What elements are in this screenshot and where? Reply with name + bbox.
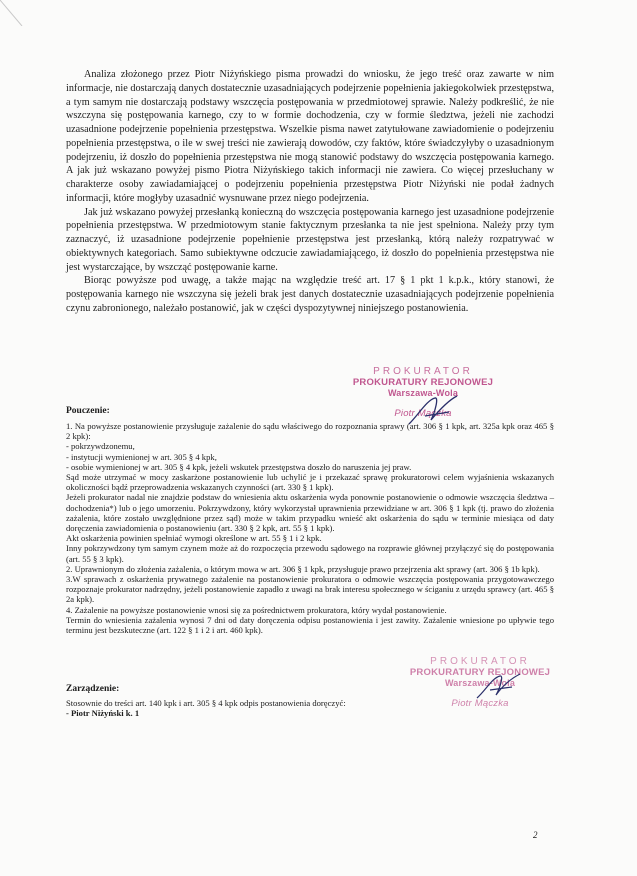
stamp-name: Piotr Mączka (394, 408, 452, 419)
instruction-line: 2. Uprawnionym do złożenia zażalenia, o którym mowa w art. 306 § 1 kpk, przysługuje prawo przejrzenia akt sprawy (art. 306 § 1b kpk). (66, 563, 540, 574)
instruction-line: - pokrzywdzonemu, (66, 441, 135, 452)
instruction-line: 4. Zażalenie na powyższe postanowienie wnosi się za pośrednictwem prokuratora, który wydał postanowienie. (66, 604, 447, 615)
decision-reasoning (66, 68, 554, 316)
stamp-title: PROKURATOR (430, 656, 530, 667)
page-number: 2 (533, 830, 538, 840)
instruction-line: - osobie wymienionej w art. 305 § 4 kpk, jeżeli wskutek przestępstwa doszło do naruszenia jej praw. (66, 461, 412, 472)
stamp-office: PROKURATURY REJONOWEJ (409, 667, 551, 678)
order-text: Stosownie do treści art. 140 kpk i art. 305 § 4 kpk odpis postanowienia doręczyć: (66, 698, 346, 708)
paragraph-conclusion: Biorąc powyższe pod uwagę, a także mając na względzie treść art. 17 § 1 pkt 1 k.p.k., który stanowi, że postępowania karnego nie wszczyna się jeżeli brak jest danych dostatecznie uzasadniających podejrzenie popełnienia czynu zabronionego, należało postanowić, jak w części dyspozytywnej niniejszego postanowienia. (66, 275, 554, 314)
order-recipient: - Piotr Niżyński k. 1 (66, 708, 140, 719)
paragraph-analysis: Analiza złożonego przez Piotr Niżyńskiego pisma prowadzi do wniosku, że jego treść oraz zawarte w nim informacje, nie dostarczają danych dostatecznie uzasadniających podejrzenie popełnienia jakiegokolwiek przestępstwa, a tym samym nie dostarczają podstawy wszczęcia postępowania w przedmiotowej sprawie. Należy podkreślić, że nie wszczyna się postępowania karnego, czy to w formie dochodzenia, czy w formie śledztwa, jeżeli nie zachodzi uzasadnione podejrzenie popełnienia przestępstwa. Wszelkie pisma nawet zatytułowane zawiadomienie o podejrzeniu popełnienia przestępstwa, o ile w swej treści nie zawierają dowodów, czy faktów, które świadczyłyby o uzasadnionym podejrzeniu, iż doszło do popełnienia przestępstwa nie mogą stanowić podstawy do wszczęcia postępowania karnego. A jak już wskazano powyżej pismo Piotra Niżyńskiego takich informacji nie zawiera. Co więcej przesłuchany w charakterze osoby zawiadamiającej o podejrzeniu popełnienia przestępstwa Piotr Niżyński nie podał żadnych informacji, które mogłyby uzasadnić wysnuwane przez niego podejrzenia. (66, 69, 554, 204)
paragraph-premise: Jak już wskazano powyżej przesłanką konieczną do wszczęcia postępowania karnego jest uzasadnione podejrzenie popełnienia przestępstwa. W przedmiotowym stanie faktycznym przesłanka ta nie jest spełniona. Należy przy tym zaznaczyć, iż uzasadnione podejrzenie popełnienie przestępstwa jest przesłanką, którą należy rozpatrywać w obiektywnych kategoriach. Samo subiektywne odczucie zawiadamiającego, iż doszło do popełnienia przestępstwa nie jest wystarczające, by wszcząć postępowanie karne. (66, 206, 554, 273)
stamp-location: Warszawa-Wola (444, 678, 516, 688)
stamp-office: PROKURATURY REJONOWEJ (352, 377, 494, 388)
instruction-line: Sąd może utrzymać w mocy zaskarżone postanowienie lub uchylić je i przekazać sprawę prokuratorowi celem wyjaśnienia wskazanych okoliczności bądź przeprowadzenia wskazanych czynności (art. 330 § 1 kpk). (66, 472, 554, 493)
instruction-line: Akt oskarżenia powinien spełniać wymogi określone w art. 55 § 1 i 2 kpk. (66, 533, 322, 544)
instruction-line: 1. Na powyższe postanowienie przysługuje zażalenie do sądu właściwego do rozpoznania sprawy (art. 306 § 1 kpk, art. 325a kpk oraz 465 § 2 kpk): (66, 421, 554, 442)
stamp-name: Piotr Mączka (451, 698, 509, 709)
order-block (66, 698, 486, 718)
instruction-line: Inny pokrzywdzony tym samym czynem może aż do rozpoczęcia przewodu sądowego na rozprawie głównej przyłączyć się do postępowania (art. 55 § 3 kpk). (66, 543, 554, 564)
instructions-list (66, 421, 554, 635)
instructions-heading: Pouczenie: (66, 406, 110, 416)
order-heading: Zarządzenie: (66, 684, 120, 694)
instruction-line: Jeżeli prokurator nadal nie znajdzie podstaw do wniesienia aktu oskarżenia wyda ponownie postanowienie o odmowie wszczęcia śledztwa – dochodzenia*) lub o jego umorzeniu. Pokrzywdzony, który wykorzystał uprawnienia przewidziane w art. 306 § 1 kpk (tj. prawo do złożenia zażalenia, które zostało uwzględnione przez sąd) może w takim przypadku wnieść akt oskarżenia do sądu w terminie miesiąca od daty doręczenia zawiadomienia o postanowieniu (art. 330 § 2 kpk, art. 55 § 1 kpk). (66, 492, 554, 534)
instruction-line: 3.W sprawach z oskarżenia prywatnego zażalenie na postanowienie prokuratora o odmowie wszczęcia postępowania przygotowawczego rozpoznaje prokurator nadrzędny, jeżeli postanowienie zapadło z uwagi na brak interesu społecznego w ściganiu z urzędu sprawcy (art. 465 § 2a kpk). (66, 574, 554, 605)
stamp-title: PROKURATOR (373, 366, 473, 377)
stamp-location: Warszawa-Wola (387, 388, 459, 398)
instruction-line: Termin do wniesienia zażalenia wynosi 7 dni od daty doręczenia odpisu postanowienia i jest zawity. Zażalenie wniesione po upływie tego terminu jest bezskuteczne (art. 122 § 1 i 2 i art. 460 kpk). (66, 614, 554, 636)
folded-corner-icon (0, 0, 26, 26)
instruction-line: - instytucji wymienionej w art. 305 § 4 kpk, (66, 451, 217, 462)
